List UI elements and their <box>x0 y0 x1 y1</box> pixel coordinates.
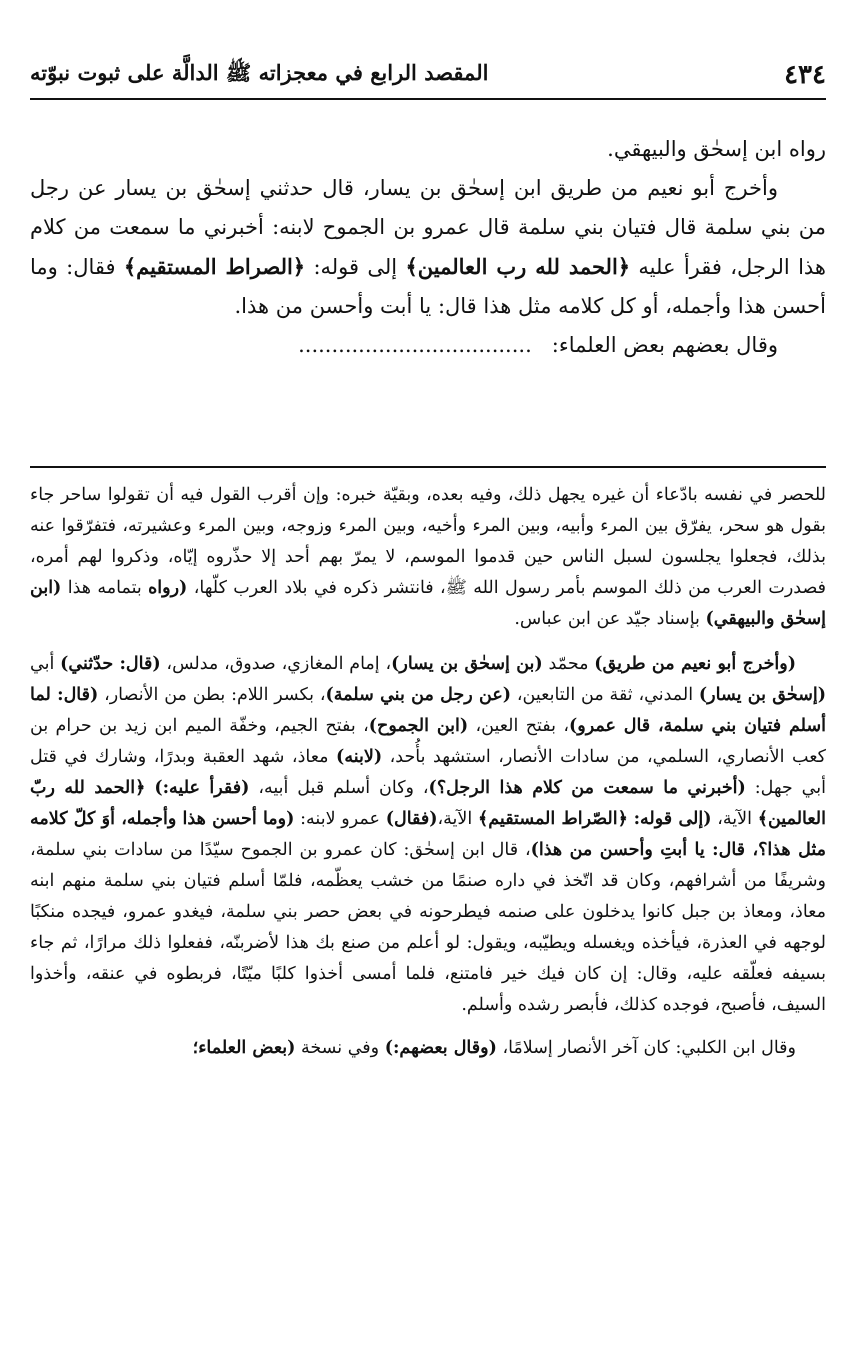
commentary-text: ، بفتح الجيم، وخفّة الميم ابن زيد بن حرام بن كعب الأنصاري، السلمي، من سادات الأنصار، استشهد بأُحد، <box>30 716 826 767</box>
main-text <box>30 130 826 365</box>
commentary-text <box>145 778 154 798</box>
commentary-text: أبي <box>30 654 61 674</box>
commentary-bold: (قال: لما أسلم فتيان بني سلمة، قال عمرو) <box>30 685 826 736</box>
commentary-bold: (ابن الجموح) <box>368 716 469 736</box>
commentary-paragraph-3 <box>30 1033 826 1064</box>
page-header <box>30 52 826 100</box>
commentary-bold: (عن رجل من بني سلمة) <box>325 685 512 705</box>
commentary-bold: (وأخرج أبو نعيم من طريق) <box>594 654 796 674</box>
page-number: ٤٣٤ <box>784 60 826 90</box>
commentary <box>30 480 826 1064</box>
main-paragraph-3 <box>30 326 826 365</box>
commentary-bold: (وما أحسن هذا وأجمله، أوَ كلّ كلامه مثل هذا؟، قال: يا أبتِ وأحسن من هذا) <box>30 809 826 860</box>
commentary-text: عمرو لابنه: <box>294 809 386 829</box>
commentary-text: الآية، <box>437 809 479 829</box>
commentary-text: وفي نسخة <box>295 1038 385 1058</box>
commentary-text: بإسناد جيّد عن ابن عباس. <box>514 609 706 629</box>
commentary-text: للحصر في نفسه بادّعاء أن غيره يجهل ذلك، وفيه بعده، وبقيّة خبره: وإن أقرب القول فيه أن تقولوا ساحر جاء بقول هو سحر، يفرّق بين المرء وأبيه، وبين المرء وأخيه، وبين المرء وزوجه، وبين المرء وعشيرته، فتفرّقوا عنه بذلك، فجعلوا يجلسون لسبل الناس حين قدموا الموسم، لا يمرّ بهم أحد إلا حذّروه إيّاه، وذكروا لهم أمره، فصدرت العرب من ذلك الموسم بأمر رسول الله ﷺ، فانتشر ذكره في بلاد العرب كلّها، <box>30 485 826 598</box>
main-p2-text: وأخرج أبو نعيم من طريق ابن إسحٰق بن يسار، قال حدثني إسحٰق بن يسار عن رجل من بني سلمة قال فتيان بني سلمة قال عمرو بن الجموح لابنه: أخبرني ما سمعت من كلام هذا الرجل، فقرأ عليه <box>30 176 827 279</box>
commentary-text: ، إمام المغازي، صدوق، مدلس، <box>160 654 392 674</box>
main-p2-text: إلى قوله: <box>305 255 406 279</box>
commentary-text: محمّد <box>542 654 595 674</box>
commentary-text: معاذ، شهد العقبة وبدرًا، وشارك في قتل أبي جهل: <box>30 747 826 798</box>
commentary-bold: (ابن إسحٰق والبيهقي) <box>30 578 826 629</box>
commentary-bold: (أخبرني ما سمعت من كلام هذا الرجل؟) <box>428 778 746 798</box>
quran-quote: ﴿الحمد لله رب العالمين﴾ <box>405 254 631 279</box>
commentary-paragraph-1 <box>30 480 826 635</box>
commentary-text: ، بفتح العين، <box>468 716 569 736</box>
commentary-bold: (قال: حدّثني) <box>60 654 161 674</box>
main-p1-text: رواه ابن إسحٰق والبيهقي. <box>607 137 826 161</box>
commentary-bold: (فقال) <box>385 809 438 829</box>
commentary-paragraph-2 <box>30 649 826 1021</box>
ellipsis-dots: ................................... <box>298 333 532 357</box>
commentary-text: ، قال ابن إسحٰق: كان عمرو بن الجموح سيّدًا من سادات بني سلمة، وشريفًا من أشرافهم، وكان قد اتّخذ في داره صنمًا من خشب يعظّمه، فلمّا أسلم فتيان بني سلمة منهم ابنه معاذ، ومعاذ بن جبل كانوا يدخلون على صنمه فيطرحونه في بعض حصر بني سلمة، فيغدو عمرو، فيجده منكبًا لوجهه في العذرة، فيأخذه ويغسله ويطيّبه، ويقول: لو أعلم من صنع بك هذا لأضربنّه، ففعلوا ذلك مرارًا، ثم جاء بسيفه فعلّقه عليه، وقال: إن كان فيك خير فامتنع، فلما أمسى أخذوا كلبًا ميّتًا، فربطوه في عنقه، وأخذوا السيف، فأصبح، فوجده كذلك، فأبصر رشده وأسلم. <box>30 840 826 1015</box>
footnote-separator <box>30 466 826 468</box>
main-p3-text: وقال بعضهم بعض العلماء: <box>551 333 778 357</box>
quran-quote: ﴿الصراط المستقيم﴾ <box>123 254 306 279</box>
quran-quote: ﴿الحمد لله ربّ العالمين﴾ <box>30 778 826 829</box>
commentary-bold: (وقال بعضهم:) <box>384 1038 497 1058</box>
commentary-bold: (إلى قوله: <box>633 809 712 829</box>
commentary-text: ، وكان أسلم قبل أبيه، <box>249 778 429 798</box>
commentary-bold: (إسحٰق بن يسار) <box>698 685 826 705</box>
commentary-bold: (فقرأ عليه:) <box>154 778 250 798</box>
commentary-text: المدني، ثقة من التابعين، <box>511 685 699 705</box>
quran-quote: ﴿الصّراط المستقيم﴾ <box>478 809 628 829</box>
main-paragraph-2 <box>30 169 826 326</box>
commentary-bold: (بن إسحٰق بن يسار) <box>391 654 543 674</box>
commentary-text: بتمامه هذا <box>61 578 149 598</box>
main-paragraph-1 <box>30 130 826 169</box>
commentary-bold: (لابنه) <box>336 747 383 767</box>
commentary-bold: (رواه <box>148 578 188 598</box>
commentary-bold: (بعض العلماء؛ <box>192 1038 296 1058</box>
running-title: المقصد الرابع في معجزاته ﷺ الدالَّة على ثبوت نبوّته <box>30 59 489 85</box>
commentary-text: الآية، <box>711 809 758 829</box>
main-p2-text: فقال: وما أحسن هذا وأجمله، أو كل كلامه مثل هذا قال: يا أبت وأحسن من هذا. <box>30 255 826 318</box>
commentary-text: ، بكسر اللام: بطن من الأنصار، <box>98 685 326 705</box>
commentary-text: وقال ابن الكلبي: كان آخر الأنصار إسلامًا، <box>496 1038 796 1058</box>
